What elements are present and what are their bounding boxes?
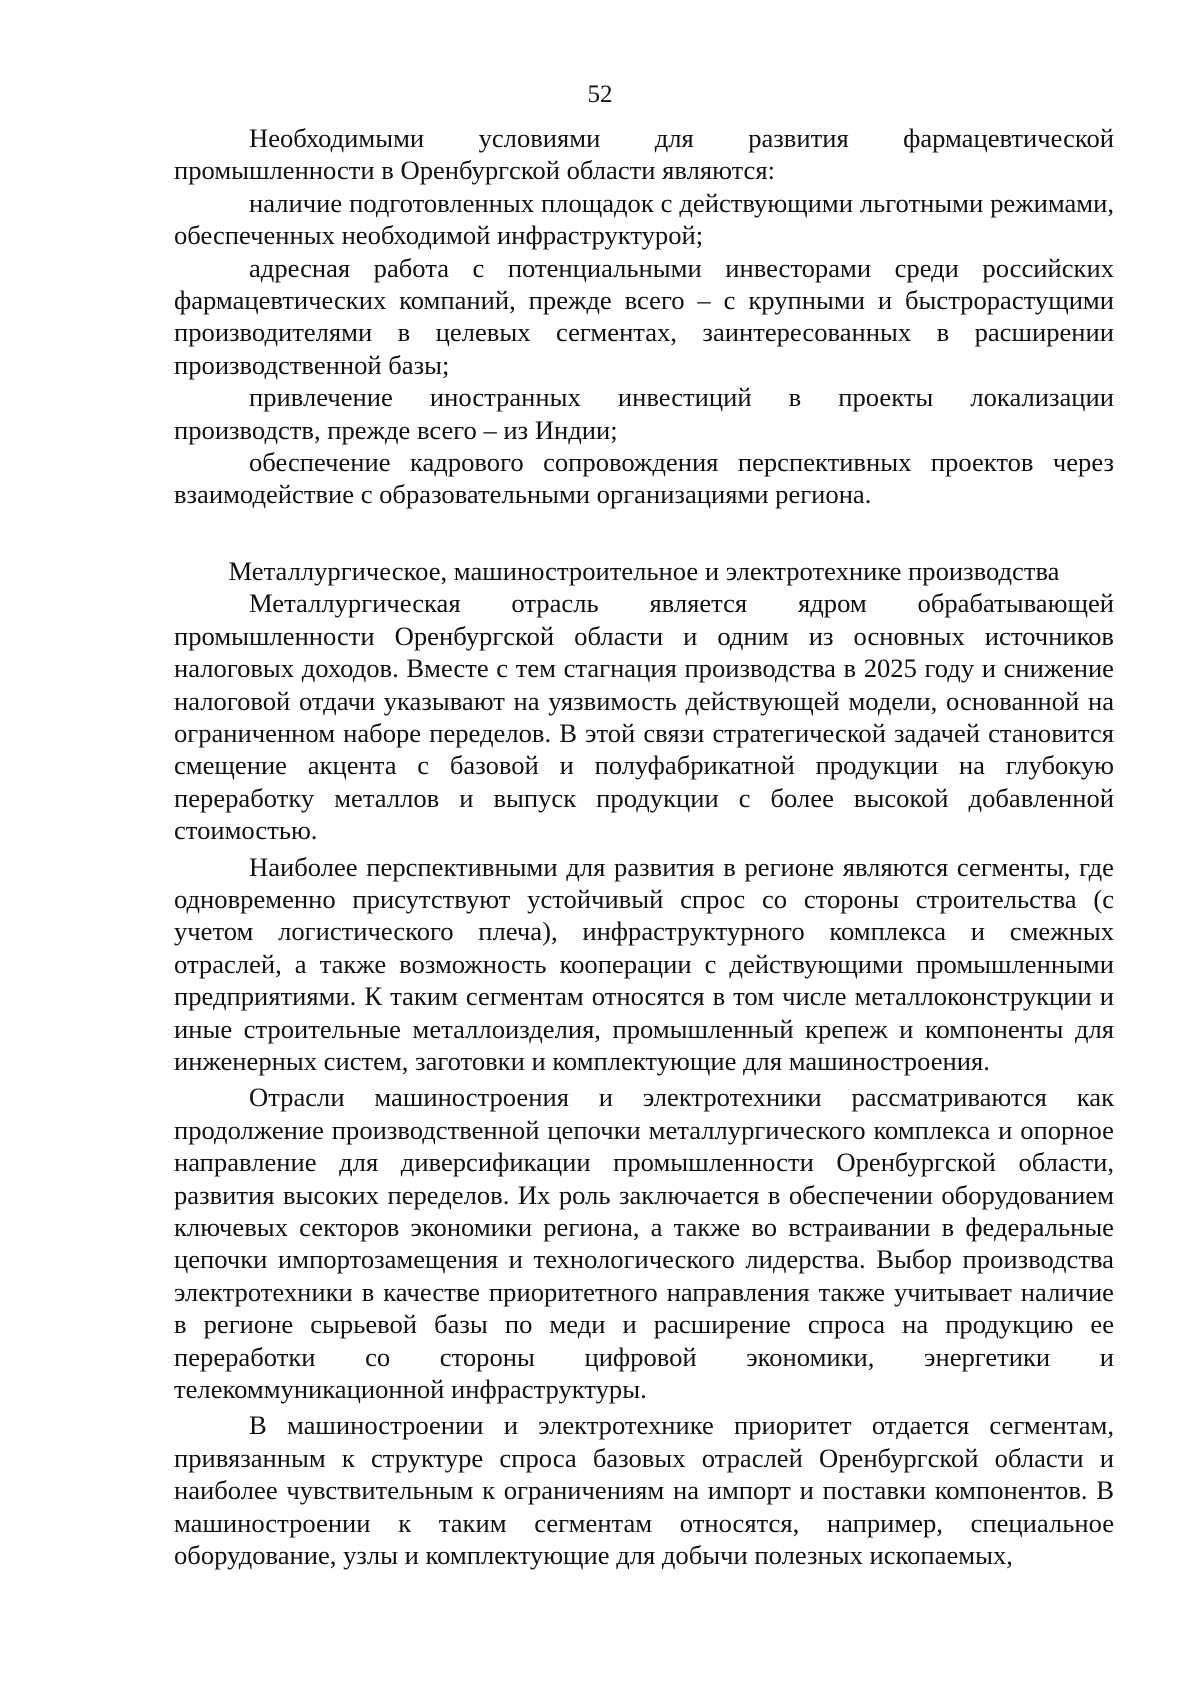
list-item: адресная работа с потенциальными инвесторами среди российских фармацевтических компаний, прежде всего – с крупными и быстрорастущими производителями в целевых сегментах, заинтересованных в расширении производственной базы;: [174, 252, 1114, 380]
paragraph: Наиболее перспективными для развития в регионе являются сегменты, где одновременно присутствуют устойчивый спрос со стороны строительства (с учетом логистического плеча), инфраструктурного комплекса и смежных отраслей, а также возможность кооперации с действующими промышленными предприятиями. К таким сегментам относятся в том числе металлоконструкции и иные строительные металлоизделия, промышленный крепеж и компоненты для инженерных систем, заготовки и комплектующие для машиностроения.: [174, 851, 1114, 1076]
body-text: [174, 122, 1114, 1571]
list-item: обеспечение кадрового сопровождения перспективных проектов через взаимодействие с образовательными организациями региона.: [174, 447, 1114, 510]
list-item: наличие подготовленных площадок с действующими льготными режимами, обеспеченных необходимой инфраструктурой;: [174, 187, 1114, 251]
section-spacer: [174, 511, 1114, 555]
paragraph: В машиностроении и электротехнике приоритет отдается сегментам, привязанным к структуре спроса базовых отраслей Оренбургской области и наиболее чувствительным к ограничениям на импорт и поставки компонентов. В машиностроении к таким сегментам относятся, например, специальное оборудование, узлы и комплектующие для добычи полезных ископаемых,: [174, 1410, 1114, 1571]
list-item: привлечение иностранных инвестиций в проекты локализации производств, прежде всего – из Индии;: [174, 382, 1114, 445]
paragraph: Металлургическая отрасль является ядром обрабатывающей промышленности Оренбургской области и одним из основных источников налоговых доходов. Вместе с тем стагнация производства в 2025 году и снижение налоговой отдачи указывают на уязвимость действующей модели, основанной на ограниченном наборе переделов. В этой связи стратегической задачей становится смещение акцента с базовой и полуфабрикатной продукции на глубокую переработку металлов и выпуск продукции с более высокой добавленной стоимостью.: [174, 588, 1114, 846]
page-number: 52: [587, 81, 613, 108]
paragraph: Отрасли машиностроения и электротехники рассматриваются как продолжение производственной цепочки металлургического комплекса и опорное направление для диверсификации промышленности Оренбургской области, развития высоких переделов. Их роль заключается в обеспечении оборудованием ключевых секторов экономики региона, а также во встраивании в федеральные цепочки импортозамещения и технологического лидерства. Выбор производства электротехники в качестве приоритетного направления также учитывает наличие в регионе сырьевой базы по меди и расширение спроса на продукцию ее переработки со стороны цифровой экономики, энергетики и телекоммуникационной инфраструктуры.: [174, 1082, 1114, 1405]
paragraph: Необходимыми условиями для развития фармацевтической промышленности в Оренбургской области являются:: [174, 123, 1114, 186]
section-heading: Металлургическое, машиностроительное и электротехнике производства: [228, 555, 1060, 586]
